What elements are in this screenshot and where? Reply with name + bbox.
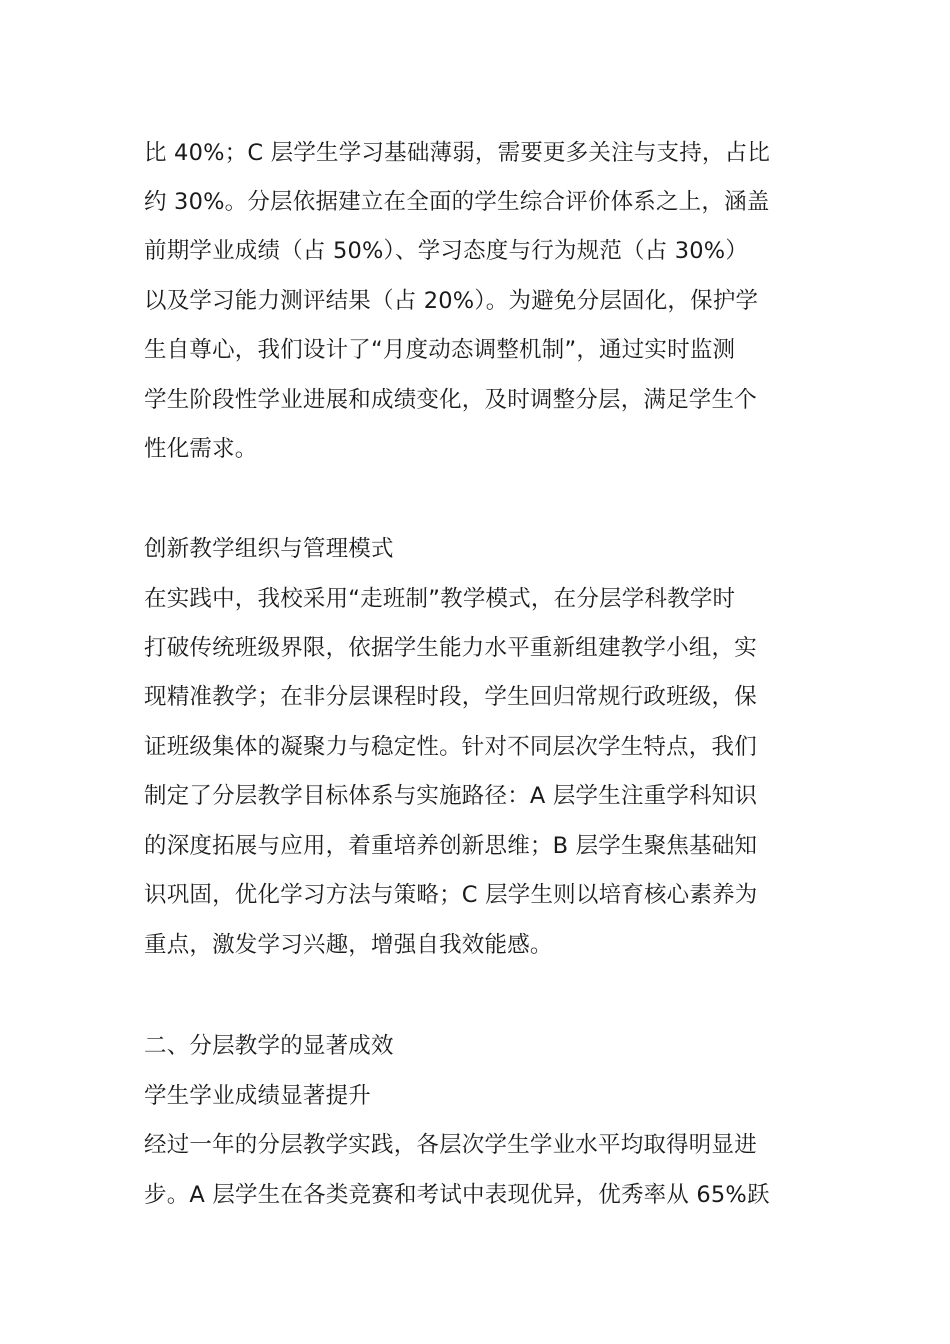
- paragraph-line: 经过一年的分层教学实践，各层次学生学业水平均取得明显进: [144, 1132, 757, 1158]
- paragraph-line: 前期学业成绩（占 50%）、学习态度与行为规范（占 30%）: [144, 238, 749, 264]
- paragraph-line: 学生阶段性学业进展和成绩变化，及时调整分层，满足学生个: [144, 387, 757, 413]
- paragraph-line: 生自尊心，我们设计了“月度动态调整机制”，通过实时监测: [144, 337, 736, 363]
- paragraph-line: 识巩固，优化学习方法与策略；C 层学生则以培育核心素养为: [144, 882, 758, 908]
- chapter-heading: 二、分层教学的显著成效: [144, 1033, 394, 1059]
- paragraph-line: 证班级集体的凝聚力与稳定性。针对不同层次学生特点，我们: [144, 734, 757, 760]
- paragraph-line: 比 40%；C 层学生学习基础薄弱，需要更多关注与支持，占比: [144, 140, 771, 166]
- paragraph-line: 性化需求。: [144, 436, 258, 462]
- paragraph-line: 重点，激发学习兴趣，增强自我效能感。: [144, 932, 553, 958]
- paragraph-line: 约 30%。分层依据建立在全面的学生综合评价体系之上，涵盖: [144, 189, 770, 215]
- subsection-heading: 学生学业成绩显著提升: [144, 1083, 372, 1109]
- section-heading: 创新教学组织与管理模式: [144, 536, 394, 562]
- paragraph-line: 制定了分层教学目标体系与实施路径：A 层学生注重学科知识: [144, 783, 758, 809]
- paragraph-line: 现精准教学；在非分层课程时段，学生回归常规行政班级，保: [144, 684, 757, 710]
- paragraph-line: 打破传统班级界限，依据学生能力水平重新组建教学小组，实: [144, 635, 757, 661]
- paragraph-line: 以及学习能力测评结果（占 20%）。为避免分层固化，保护学: [144, 288, 759, 314]
- paragraph-line: 的深度拓展与应用，着重培养创新思维；B 层学生聚焦基础知: [144, 833, 758, 859]
- paragraph-line: 在实践中，我校采用“走班制”教学模式，在分层学科教学时: [144, 586, 736, 612]
- paragraph-line: 步。A 层学生在各类竞赛和考试中表现优异，优秀率从 65%跃: [144, 1182, 770, 1208]
